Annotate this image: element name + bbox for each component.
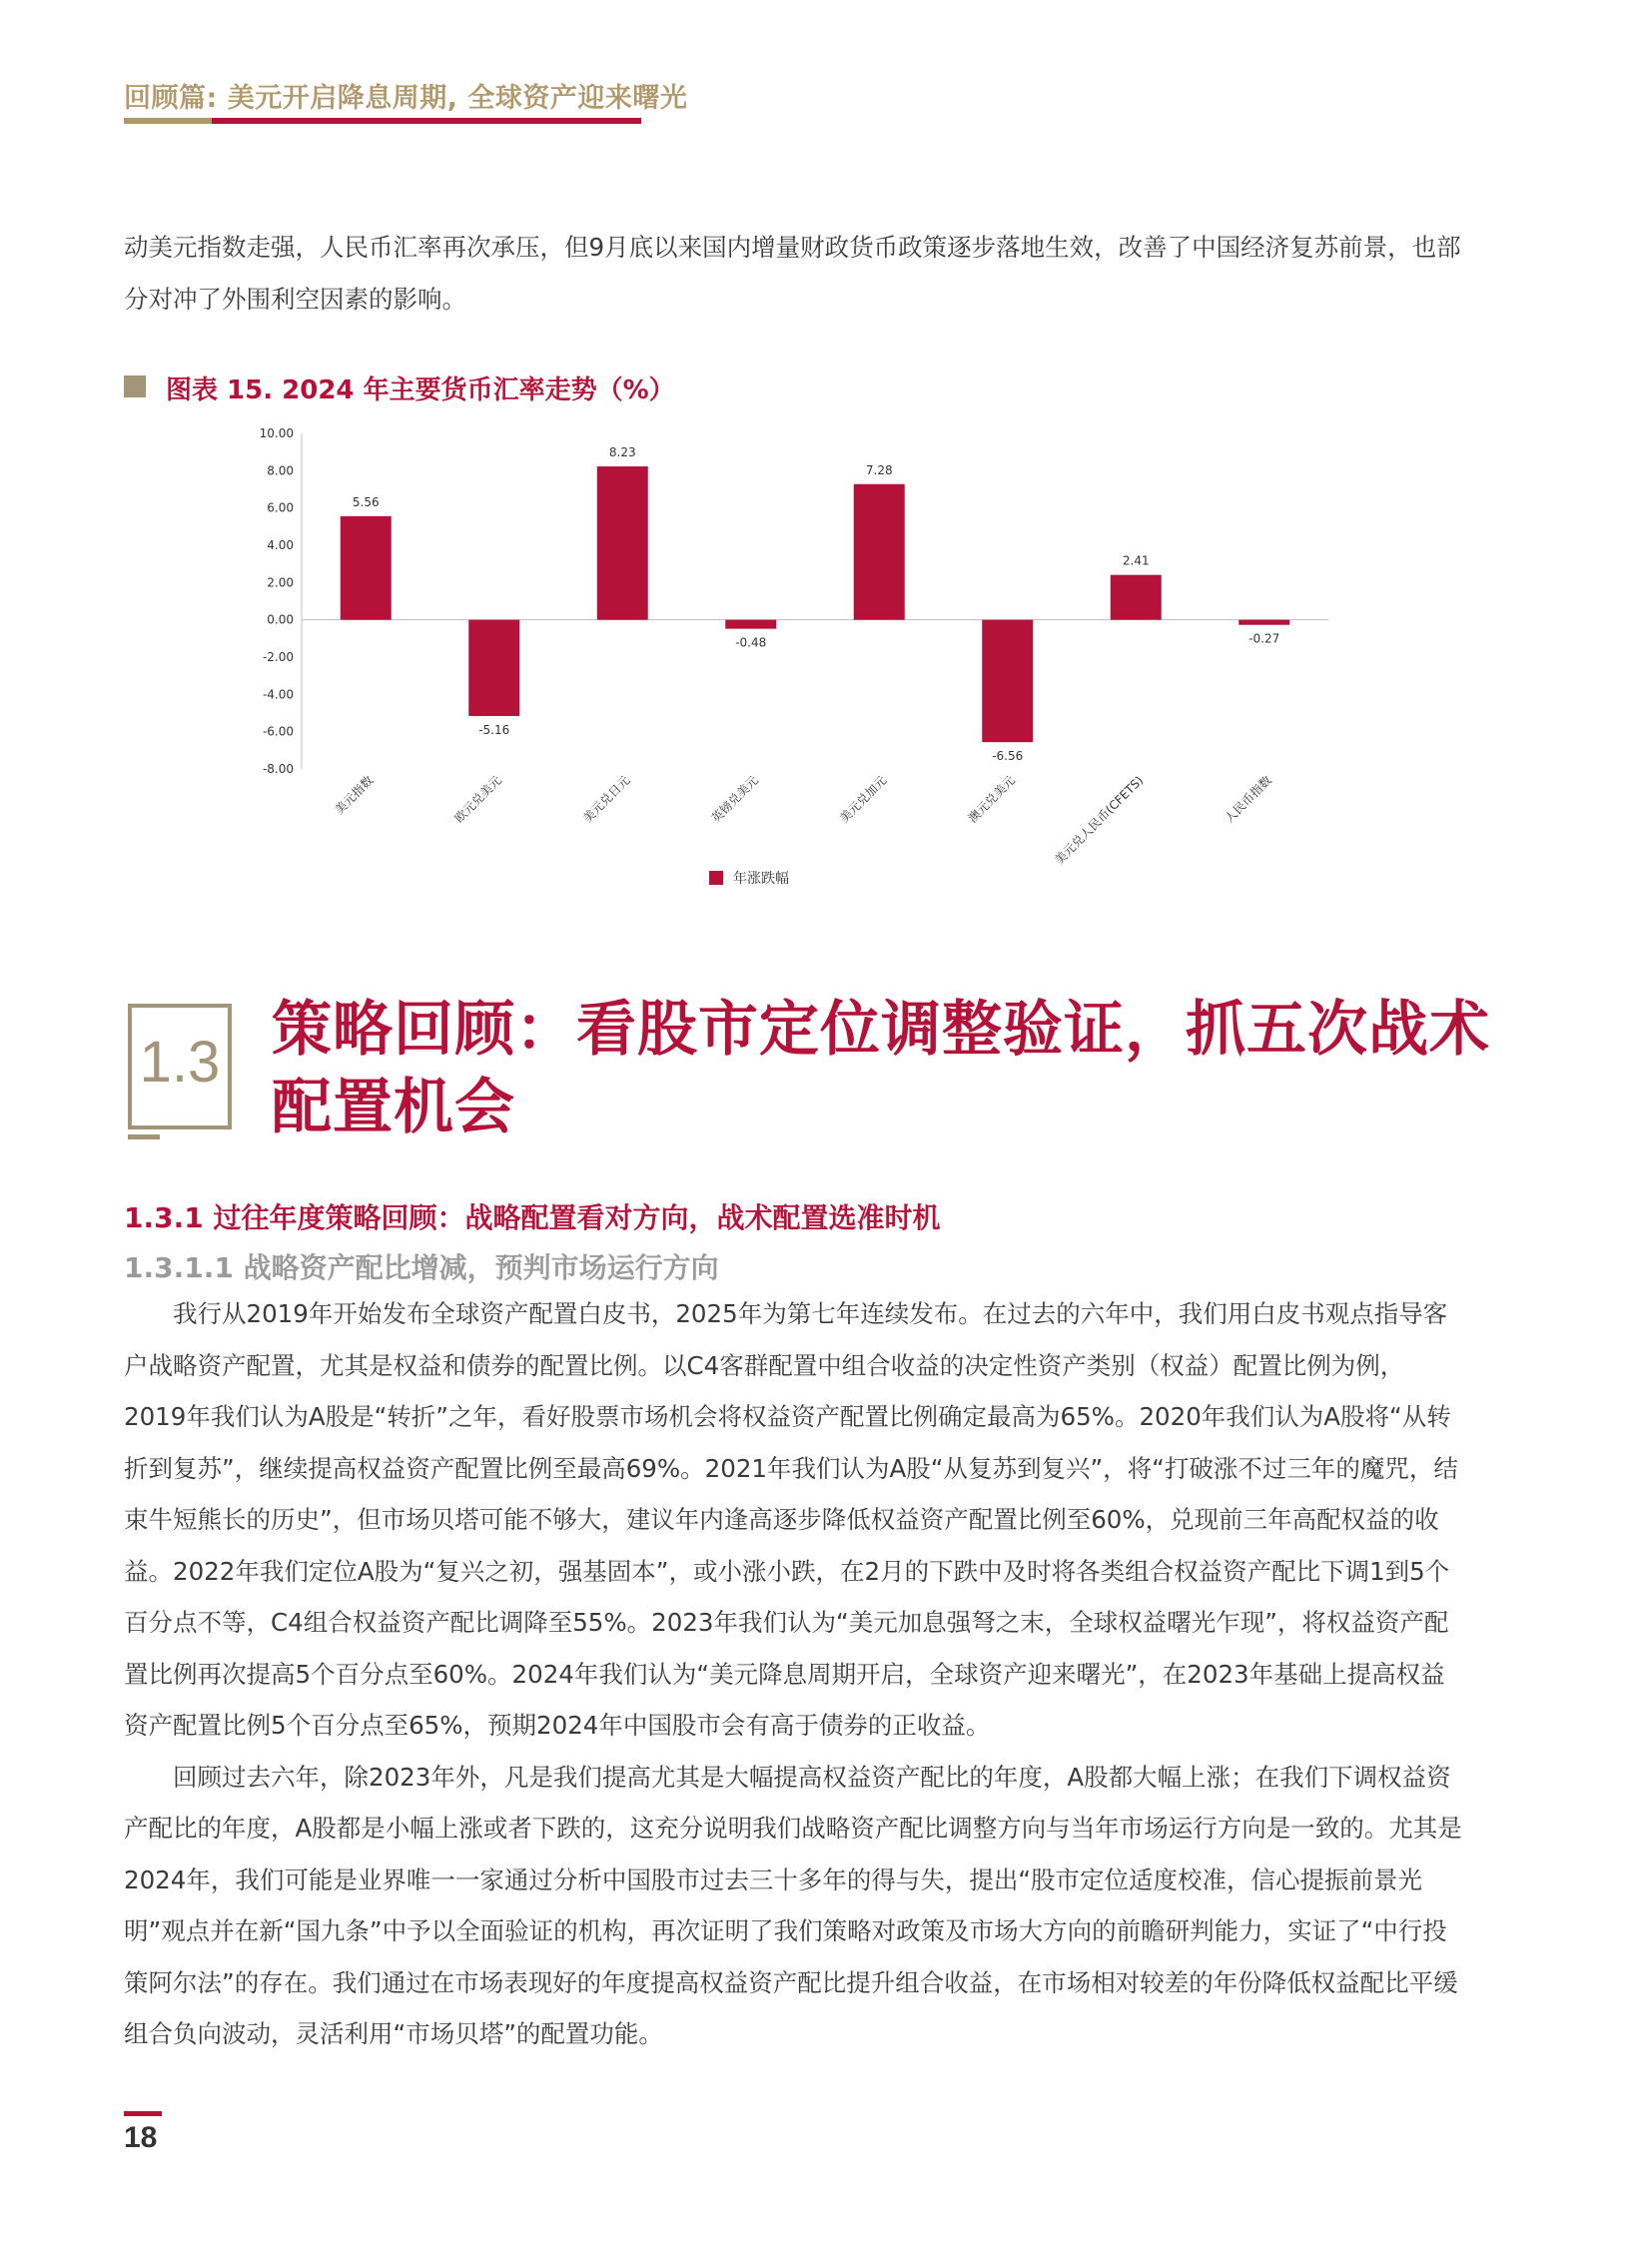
data-label: 7.28 xyxy=(865,462,893,477)
intro-paragraph: 动美元指数走强，人民币汇率再次承压，但9月底以来国内增量财政货币政策逐步落地生效，改善了中国经济复苏前景，也部分对冲了外围利空因素的影响。 xyxy=(124,233,1461,314)
subsection-title: 1.3.1 过往年度策略回顾：战略配置看对方向，战术配置选准时机 xyxy=(124,1201,941,1234)
category-label: 人民币指数 xyxy=(1222,773,1274,826)
section-number: 1.3 xyxy=(139,1030,221,1095)
running-header: 回顾篇: 美元开启降息周期, 全球资产迎来曙光 xyxy=(124,83,688,114)
header-rule-gold xyxy=(124,118,212,124)
category-label: 澳元兑美元 xyxy=(965,773,1018,826)
page-number: 18 xyxy=(124,2121,158,2154)
y-tick-label: 0.00 xyxy=(267,612,294,627)
subsubsection-title: 1.3.1.1 战略资产配比增减，预判市场运行方向 xyxy=(124,1251,719,1284)
legend-label: 年涨跌幅 xyxy=(733,871,789,887)
data-label: 5.56 xyxy=(352,494,380,509)
category-label: 美元兑人民币(CFETS) xyxy=(1052,773,1147,868)
chart-bar xyxy=(1239,620,1289,625)
figure-marker xyxy=(124,375,146,397)
section-title: 策略回顾：看股市定位调整验证，抓五次战术配置机会 xyxy=(272,995,1490,1142)
footer-rule xyxy=(124,2111,162,2116)
y-tick-label: 6.00 xyxy=(267,500,294,515)
data-label: -6.56 xyxy=(992,749,1024,764)
y-tick-label: -2.00 xyxy=(262,650,294,664)
body-paragraph-1: 我行从2019年开始发布全球资产配置白皮书，2025年为第七年连续发布。在过去的六年中，我们用白皮书观点指导客户战略资产配置，尤其是权益和债券的配置比例。以C4客群配置中组合收益的决定性资产类别（权益）配置比例为例，2019年我们认为A股是“转折”之年，看好股票市场机会将权益资产配置比例确定最高为65%。2020年我们认为A股将“从转折到复苏”，继续提高权益资产配置比例至最高69%。2021年我们认为A股“从复苏到复兴”，将“打破涨不过三年的魔咒，结束牛短熊长的历史”，但市场贝塔可能不够大，建议年内逢高逐步降低权益资产配置比例至60%，兑现前三年高配权益的收益。2022年我们定位A股为“复兴之初，强基固本”，或小涨小跌，在2月的下跌中及时将各类组合权益资产配比下调1到5个百分点不等，C4组合权益资产配比调降至55%。2023年我们认为“美元加息强弩之末，全球权益曙光乍现”，将权益资产配置比例再次提高5个百分点至60%。2024年我们认为“美元降息周期开启，全球资产迎来曙光”，在2023年基础上提高权益资产配置比例5个百分点至65%，预期2024年中国股市会有高于债券的正收益。 xyxy=(124,1299,1458,1740)
figure-title: 图表 15. 2024 年主要货币汇率走势（%） xyxy=(166,375,675,405)
chart-bar xyxy=(982,620,1033,742)
y-tick-label: -6.00 xyxy=(262,724,294,739)
data-label: -5.16 xyxy=(478,722,510,737)
data-label: -0.27 xyxy=(1248,631,1280,646)
chart-svg xyxy=(250,419,1398,919)
y-tick-label: -8.00 xyxy=(262,762,294,776)
chart-bar xyxy=(854,484,905,620)
category-label: 美元兑加元 xyxy=(837,773,890,826)
data-label: 8.23 xyxy=(608,445,636,460)
category-label: 美元兑日元 xyxy=(580,773,633,826)
category-label: 英镑兑美元 xyxy=(708,773,761,826)
y-tick-label: 2.00 xyxy=(267,575,294,590)
category-label: 欧元兑美元 xyxy=(451,773,504,826)
data-label: 2.41 xyxy=(1122,553,1150,568)
chart-bar xyxy=(597,466,648,620)
exchange-rate-chart xyxy=(250,419,1398,923)
body-text xyxy=(124,1288,1462,2060)
category-label: 美元指数 xyxy=(332,773,377,818)
data-label: -0.48 xyxy=(735,635,767,650)
chart-bar xyxy=(341,516,392,620)
y-tick-label: 8.00 xyxy=(267,463,294,478)
chart-bar xyxy=(1111,575,1162,620)
chart-bar xyxy=(468,620,519,716)
body-paragraph-2: 回顾过去六年，除2023年外，凡是我们提高尤其是大幅提高权益资产配比的年度，A股都大幅上涨；在我们下调权益资产配比的年度，A股都是小幅上涨或者下跌的，这充分说明我们战略资产配比调整方向与当年市场运行方向是一致的。尤其是2024年，我们可能是业界唯一一家通过分析中国股市过去三十多年的得与失，提出“股市定位适度校准，信心提振前景光明”观点并在新“国九条”中予以全面验证的机构，再次证明了我们策略对政策及市场大方向的前瞻研判能力，实证了“中行投策阿尔法”的存在。我们通过在市场表现好的年度提高权益资产配比提升组合收益，在市场相对较差的年份降低权益配比平缓组合负向波动，灵活利用“市场贝塔”的配置功能。 xyxy=(124,1762,1462,2048)
chart-bar xyxy=(725,620,776,629)
y-tick-label: 4.00 xyxy=(267,538,294,552)
legend-swatch xyxy=(709,871,723,885)
section-number-underline xyxy=(128,1134,160,1139)
y-tick-label: -4.00 xyxy=(262,687,294,702)
header-rule-red xyxy=(212,118,641,124)
y-tick-label: 10.00 xyxy=(259,426,294,440)
